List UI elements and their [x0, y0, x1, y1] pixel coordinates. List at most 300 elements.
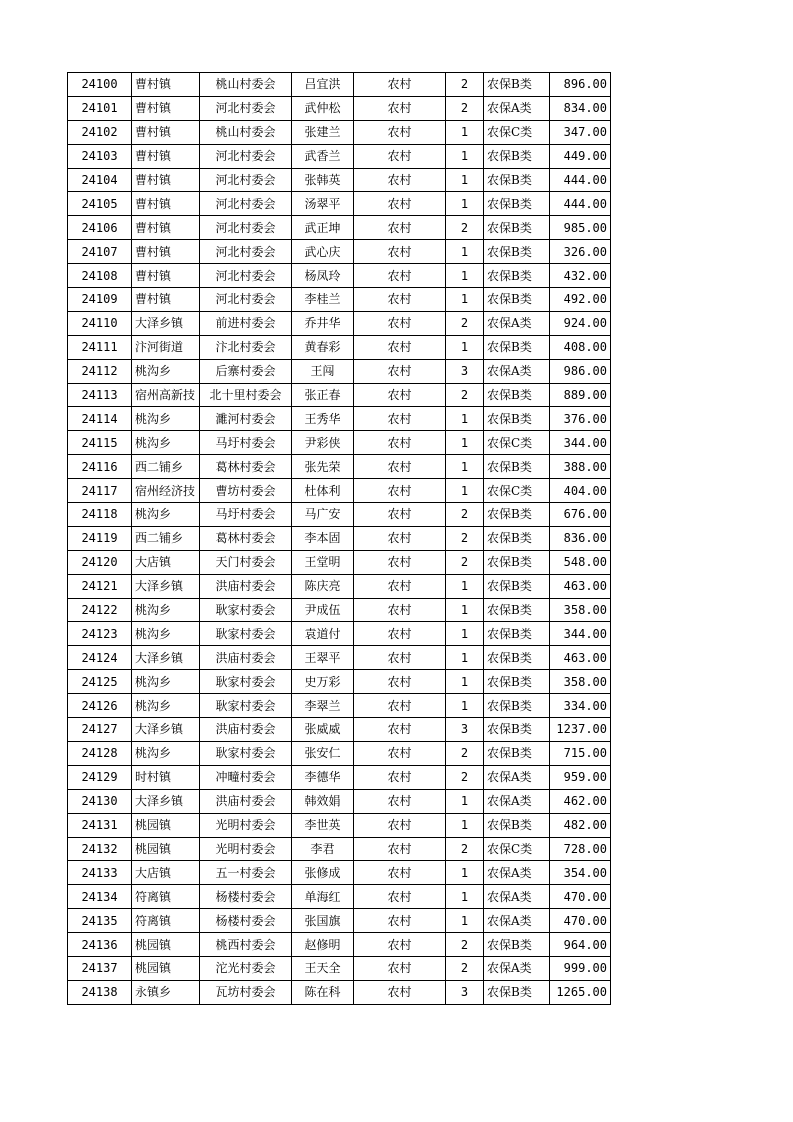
person-name-cell: 武香兰 [292, 144, 354, 168]
member-count-cell: 1 [446, 192, 484, 216]
town-cell: 桃沟乡 [132, 622, 200, 646]
household-type-cell: 农村 [354, 240, 446, 264]
town-cell: 桃沟乡 [132, 670, 200, 694]
town-cell: 大泽乡镇 [132, 789, 200, 813]
table-row [68, 455, 611, 479]
town-cell: 曹村镇 [132, 216, 200, 240]
insurance-category-cell: 农保B类 [484, 574, 550, 598]
record-id-cell: 24135 [68, 909, 132, 933]
insurance-category-cell: 农保A类 [484, 789, 550, 813]
insurance-category-cell: 农保C类 [484, 431, 550, 455]
person-name-cell: 赵修明 [292, 933, 354, 957]
member-count-cell: 2 [446, 73, 484, 97]
record-id-cell: 24138 [68, 980, 132, 1004]
village-cell: 曹坊村委会 [200, 479, 292, 503]
person-name-cell: 史万彩 [292, 670, 354, 694]
town-cell: 桃园镇 [132, 837, 200, 861]
table-row [68, 718, 611, 742]
town-cell: 桃园镇 [132, 956, 200, 980]
table-row [68, 909, 611, 933]
table-row [68, 240, 611, 264]
member-count-cell: 2 [446, 933, 484, 957]
person-name-cell: 李本固 [292, 526, 354, 550]
village-cell: 河北村委会 [200, 264, 292, 288]
insurance-category-cell: 农保B类 [484, 144, 550, 168]
person-name-cell: 杨凤玲 [292, 264, 354, 288]
household-type-cell: 农村 [354, 861, 446, 885]
insurance-category-cell: 农保B类 [484, 240, 550, 264]
record-id-cell: 24118 [68, 503, 132, 527]
record-id-cell: 24106 [68, 216, 132, 240]
record-id-cell: 24107 [68, 240, 132, 264]
table-row [68, 120, 611, 144]
table-row [68, 670, 611, 694]
village-cell: 洪庙村委会 [200, 789, 292, 813]
town-cell: 曹村镇 [132, 288, 200, 312]
insurance-category-cell: 农保B类 [484, 741, 550, 765]
record-id-cell: 24125 [68, 670, 132, 694]
insurance-category-cell: 农保B类 [484, 192, 550, 216]
village-cell: 河北村委会 [200, 288, 292, 312]
insurance-category-cell: 农保B类 [484, 335, 550, 359]
town-cell: 大泽乡镇 [132, 646, 200, 670]
amount-cell: 463.00 [550, 646, 611, 670]
person-name-cell: 李桂兰 [292, 288, 354, 312]
amount-cell: 889.00 [550, 383, 611, 407]
village-cell: 河北村委会 [200, 216, 292, 240]
household-type-cell: 农村 [354, 646, 446, 670]
record-id-cell: 24127 [68, 718, 132, 742]
village-cell: 耿家村委会 [200, 741, 292, 765]
household-type-cell: 农村 [354, 741, 446, 765]
amount-cell: 344.00 [550, 622, 611, 646]
record-id-cell: 24121 [68, 574, 132, 598]
town-cell: 曹村镇 [132, 120, 200, 144]
person-name-cell: 张正春 [292, 383, 354, 407]
town-cell: 大店镇 [132, 550, 200, 574]
person-name-cell: 武仲松 [292, 96, 354, 120]
member-count-cell: 3 [446, 980, 484, 1004]
insurance-category-cell: 农保B类 [484, 407, 550, 431]
member-count-cell: 1 [446, 479, 484, 503]
insurance-category-cell: 农保B类 [484, 813, 550, 837]
village-cell: 河北村委会 [200, 240, 292, 264]
village-cell: 葛林村委会 [200, 526, 292, 550]
village-cell: 冲疃村委会 [200, 765, 292, 789]
person-name-cell: 王天全 [292, 956, 354, 980]
town-cell: 曹村镇 [132, 264, 200, 288]
village-cell: 耿家村委会 [200, 670, 292, 694]
household-type-cell: 农村 [354, 335, 446, 359]
village-cell: 杨楼村委会 [200, 885, 292, 909]
record-id-cell: 24134 [68, 885, 132, 909]
table-row [68, 550, 611, 574]
village-cell: 光明村委会 [200, 813, 292, 837]
record-id-cell: 24103 [68, 144, 132, 168]
village-cell: 杨楼村委会 [200, 909, 292, 933]
town-cell: 时村镇 [132, 765, 200, 789]
member-count-cell: 3 [446, 359, 484, 383]
table-row [68, 359, 611, 383]
person-name-cell: 王秀华 [292, 407, 354, 431]
town-cell: 宿州高新技 [132, 383, 200, 407]
member-count-cell: 1 [446, 789, 484, 813]
table-row [68, 789, 611, 813]
town-cell: 宿州经济技 [132, 479, 200, 503]
table-row [68, 933, 611, 957]
insurance-category-cell: 农保A类 [484, 909, 550, 933]
town-cell: 曹村镇 [132, 168, 200, 192]
household-type-cell: 农村 [354, 431, 446, 455]
table-row [68, 335, 611, 359]
member-count-cell: 2 [446, 550, 484, 574]
town-cell: 大店镇 [132, 861, 200, 885]
insurance-category-cell: 农保B类 [484, 694, 550, 718]
village-cell: 洪庙村委会 [200, 574, 292, 598]
town-cell: 桃沟乡 [132, 431, 200, 455]
household-type-cell: 农村 [354, 789, 446, 813]
village-cell: 桃山村委会 [200, 73, 292, 97]
household-type-cell: 农村 [354, 96, 446, 120]
table-row [68, 479, 611, 503]
household-type-cell: 农村 [354, 288, 446, 312]
amount-cell: 354.00 [550, 861, 611, 885]
member-count-cell: 3 [446, 718, 484, 742]
village-cell: 葛林村委会 [200, 455, 292, 479]
town-cell: 符离镇 [132, 909, 200, 933]
amount-cell: 834.00 [550, 96, 611, 120]
table-row [68, 503, 611, 527]
person-name-cell: 王闯 [292, 359, 354, 383]
town-cell: 大泽乡镇 [132, 718, 200, 742]
table-row [68, 192, 611, 216]
table-row [68, 622, 611, 646]
insurance-category-cell: 农保A类 [484, 861, 550, 885]
table-row [68, 526, 611, 550]
person-name-cell: 陈庆亮 [292, 574, 354, 598]
record-id-cell: 24126 [68, 694, 132, 718]
household-type-cell: 农村 [354, 550, 446, 574]
member-count-cell: 2 [446, 383, 484, 407]
insurance-category-cell: 农保B类 [484, 73, 550, 97]
village-cell: 瓦坊村委会 [200, 980, 292, 1004]
records-table [67, 72, 611, 1005]
member-count-cell: 2 [446, 837, 484, 861]
table-row [68, 765, 611, 789]
village-cell: 河北村委会 [200, 144, 292, 168]
amount-cell: 985.00 [550, 216, 611, 240]
household-type-cell: 农村 [354, 383, 446, 407]
table-row [68, 407, 611, 431]
town-cell: 汴河街道 [132, 335, 200, 359]
record-id-cell: 24100 [68, 73, 132, 97]
person-name-cell: 张安仁 [292, 741, 354, 765]
household-type-cell: 农村 [354, 933, 446, 957]
town-cell: 西二铺乡 [132, 455, 200, 479]
person-name-cell: 尹成伍 [292, 598, 354, 622]
household-type-cell: 农村 [354, 813, 446, 837]
village-cell: 桃山村委会 [200, 120, 292, 144]
town-cell: 符离镇 [132, 885, 200, 909]
insurance-category-cell: 农保B类 [484, 503, 550, 527]
household-type-cell: 农村 [354, 980, 446, 1004]
member-count-cell: 2 [446, 956, 484, 980]
person-name-cell: 马广安 [292, 503, 354, 527]
person-name-cell: 乔井华 [292, 311, 354, 335]
member-count-cell: 1 [446, 646, 484, 670]
village-cell: 耿家村委会 [200, 694, 292, 718]
village-cell: 前进村委会 [200, 311, 292, 335]
town-cell: 曹村镇 [132, 144, 200, 168]
household-type-cell: 农村 [354, 718, 446, 742]
member-count-cell: 1 [446, 622, 484, 646]
amount-cell: 986.00 [550, 359, 611, 383]
insurance-category-cell: 农保B类 [484, 383, 550, 407]
household-type-cell: 农村 [354, 694, 446, 718]
table-row [68, 980, 611, 1004]
member-count-cell: 1 [446, 598, 484, 622]
household-type-cell: 农村 [354, 407, 446, 431]
town-cell: 桃沟乡 [132, 359, 200, 383]
household-type-cell: 农村 [354, 144, 446, 168]
amount-cell: 444.00 [550, 192, 611, 216]
household-type-cell: 农村 [354, 885, 446, 909]
record-id-cell: 24128 [68, 741, 132, 765]
person-name-cell: 武心庆 [292, 240, 354, 264]
town-cell: 大泽乡镇 [132, 574, 200, 598]
household-type-cell: 农村 [354, 479, 446, 503]
amount-cell: 388.00 [550, 455, 611, 479]
person-name-cell: 张威威 [292, 718, 354, 742]
person-name-cell: 韩效娟 [292, 789, 354, 813]
table-row [68, 216, 611, 240]
amount-cell: 347.00 [550, 120, 611, 144]
record-id-cell: 24113 [68, 383, 132, 407]
village-cell: 河北村委会 [200, 168, 292, 192]
town-cell: 桃沟乡 [132, 407, 200, 431]
village-cell: 河北村委会 [200, 96, 292, 120]
record-id-cell: 24109 [68, 288, 132, 312]
amount-cell: 470.00 [550, 909, 611, 933]
table-row [68, 885, 611, 909]
table-row [68, 861, 611, 885]
amount-cell: 463.00 [550, 574, 611, 598]
household-type-cell: 农村 [354, 765, 446, 789]
table-row [68, 73, 611, 97]
table-row [68, 144, 611, 168]
amount-cell: 404.00 [550, 479, 611, 503]
record-id-cell: 24111 [68, 335, 132, 359]
insurance-category-cell: 农保A类 [484, 96, 550, 120]
amount-cell: 432.00 [550, 264, 611, 288]
member-count-cell: 1 [446, 885, 484, 909]
record-id-cell: 24129 [68, 765, 132, 789]
person-name-cell: 黄春彩 [292, 335, 354, 359]
person-name-cell: 李德华 [292, 765, 354, 789]
record-id-cell: 24133 [68, 861, 132, 885]
member-count-cell: 1 [446, 407, 484, 431]
amount-cell: 548.00 [550, 550, 611, 574]
record-id-cell: 24110 [68, 311, 132, 335]
insurance-category-cell: 农保B类 [484, 718, 550, 742]
village-cell: 桃西村委会 [200, 933, 292, 957]
member-count-cell: 2 [446, 216, 484, 240]
record-id-cell: 24137 [68, 956, 132, 980]
town-cell: 曹村镇 [132, 96, 200, 120]
table-row [68, 598, 611, 622]
amount-cell: 334.00 [550, 694, 611, 718]
member-count-cell: 1 [446, 168, 484, 192]
amount-cell: 326.00 [550, 240, 611, 264]
record-id-cell: 24114 [68, 407, 132, 431]
record-id-cell: 24102 [68, 120, 132, 144]
insurance-category-cell: 农保B类 [484, 670, 550, 694]
member-count-cell: 2 [446, 311, 484, 335]
record-id-cell: 24120 [68, 550, 132, 574]
village-cell: 耿家村委会 [200, 622, 292, 646]
member-count-cell: 1 [446, 335, 484, 359]
table-row [68, 288, 611, 312]
insurance-category-cell: 农保C类 [484, 479, 550, 503]
amount-cell: 344.00 [550, 431, 611, 455]
person-name-cell: 李翠兰 [292, 694, 354, 718]
person-name-cell: 李君 [292, 837, 354, 861]
amount-cell: 1265.00 [550, 980, 611, 1004]
town-cell: 曹村镇 [132, 73, 200, 97]
record-id-cell: 24104 [68, 168, 132, 192]
record-id-cell: 24116 [68, 455, 132, 479]
household-type-cell: 农村 [354, 216, 446, 240]
person-name-cell: 杜体利 [292, 479, 354, 503]
member-count-cell: 1 [446, 288, 484, 312]
village-cell: 耿家村委会 [200, 598, 292, 622]
insurance-category-cell: 农保B类 [484, 980, 550, 1004]
town-cell: 桃园镇 [132, 933, 200, 957]
household-type-cell: 农村 [354, 311, 446, 335]
person-name-cell: 张先荣 [292, 455, 354, 479]
village-cell: 北十里村委会 [200, 383, 292, 407]
table-row [68, 694, 611, 718]
member-count-cell: 1 [446, 144, 484, 168]
member-count-cell: 2 [446, 741, 484, 765]
record-id-cell: 24108 [68, 264, 132, 288]
person-name-cell: 张建兰 [292, 120, 354, 144]
person-name-cell: 王翠平 [292, 646, 354, 670]
town-cell: 大泽乡镇 [132, 311, 200, 335]
person-name-cell: 李世英 [292, 813, 354, 837]
record-id-cell: 24115 [68, 431, 132, 455]
person-name-cell: 王堂明 [292, 550, 354, 574]
member-count-cell: 1 [446, 813, 484, 837]
person-name-cell: 张韩英 [292, 168, 354, 192]
insurance-category-cell: 农保A类 [484, 359, 550, 383]
insurance-category-cell: 农保B类 [484, 455, 550, 479]
household-type-cell: 农村 [354, 359, 446, 383]
record-id-cell: 24101 [68, 96, 132, 120]
household-type-cell: 农村 [354, 526, 446, 550]
household-type-cell: 农村 [354, 909, 446, 933]
household-type-cell: 农村 [354, 264, 446, 288]
amount-cell: 715.00 [550, 741, 611, 765]
insurance-category-cell: 农保B类 [484, 216, 550, 240]
amount-cell: 358.00 [550, 598, 611, 622]
insurance-category-cell: 农保A类 [484, 311, 550, 335]
insurance-category-cell: 农保B类 [484, 646, 550, 670]
table-row [68, 813, 611, 837]
amount-cell: 444.00 [550, 168, 611, 192]
household-type-cell: 农村 [354, 192, 446, 216]
amount-cell: 959.00 [550, 765, 611, 789]
table-row [68, 646, 611, 670]
insurance-category-cell: 农保B类 [484, 264, 550, 288]
member-count-cell: 1 [446, 909, 484, 933]
amount-cell: 449.00 [550, 144, 611, 168]
table-row [68, 383, 611, 407]
record-id-cell: 24105 [68, 192, 132, 216]
table-row [68, 431, 611, 455]
amount-cell: 492.00 [550, 288, 611, 312]
household-type-cell: 农村 [354, 837, 446, 861]
amount-cell: 376.00 [550, 407, 611, 431]
town-cell: 永镇乡 [132, 980, 200, 1004]
village-cell: 后寨村委会 [200, 359, 292, 383]
table-row [68, 574, 611, 598]
member-count-cell: 1 [446, 861, 484, 885]
member-count-cell: 2 [446, 503, 484, 527]
member-count-cell: 2 [446, 765, 484, 789]
village-cell: 马圩村委会 [200, 431, 292, 455]
person-name-cell: 汤翠平 [292, 192, 354, 216]
town-cell: 桃沟乡 [132, 741, 200, 765]
insurance-category-cell: 农保B类 [484, 550, 550, 574]
member-count-cell: 1 [446, 670, 484, 694]
member-count-cell: 1 [446, 240, 484, 264]
insurance-category-cell: 农保A类 [484, 956, 550, 980]
village-cell: 濉河村委会 [200, 407, 292, 431]
insurance-category-cell: 农保B类 [484, 598, 550, 622]
household-type-cell: 农村 [354, 956, 446, 980]
record-id-cell: 24124 [68, 646, 132, 670]
town-cell: 桃园镇 [132, 813, 200, 837]
insurance-category-cell: 农保B类 [484, 622, 550, 646]
amount-cell: 896.00 [550, 73, 611, 97]
amount-cell: 408.00 [550, 335, 611, 359]
village-cell: 马圩村委会 [200, 503, 292, 527]
table-row [68, 96, 611, 120]
insurance-category-cell: 农保A类 [484, 765, 550, 789]
town-cell: 曹村镇 [132, 240, 200, 264]
household-type-cell: 农村 [354, 574, 446, 598]
village-cell: 洪庙村委会 [200, 718, 292, 742]
household-type-cell: 农村 [354, 455, 446, 479]
records-table-body [68, 73, 611, 1005]
record-id-cell: 24119 [68, 526, 132, 550]
insurance-category-cell: 农保C类 [484, 120, 550, 144]
table-row [68, 837, 611, 861]
town-cell: 曹村镇 [132, 192, 200, 216]
member-count-cell: 2 [446, 526, 484, 550]
person-name-cell: 张国旗 [292, 909, 354, 933]
insurance-category-cell: 农保B类 [484, 526, 550, 550]
record-id-cell: 24131 [68, 813, 132, 837]
insurance-category-cell: 农保B类 [484, 288, 550, 312]
household-type-cell: 农村 [354, 168, 446, 192]
person-name-cell: 袁道付 [292, 622, 354, 646]
person-name-cell: 张修成 [292, 861, 354, 885]
record-id-cell: 24122 [68, 598, 132, 622]
member-count-cell: 1 [446, 120, 484, 144]
record-id-cell: 24132 [68, 837, 132, 861]
